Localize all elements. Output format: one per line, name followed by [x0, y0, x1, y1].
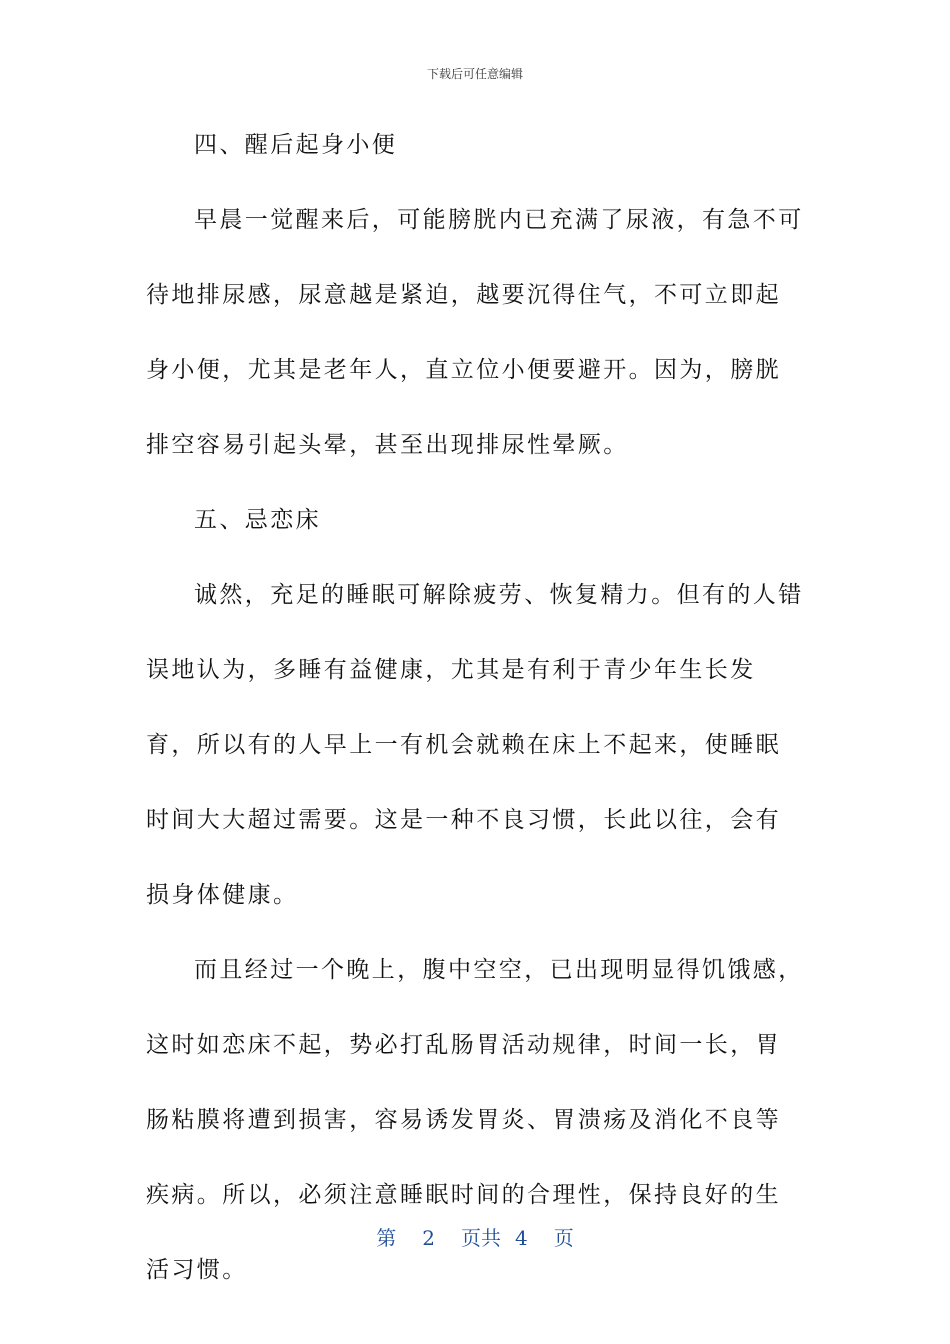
paragraph: 而且经过一个晚上，腹中空空，已出现明显得饥饿感，这时如恋床不起，势必打乱肠胃活动规律，时间一长，胃肠粘膜将遭到损害，容易诱发胃炎、胃溃疡及消化不良等疾病。所以，必须注意睡眠时间的合理性，保持良好的生活习惯。 — [146, 957, 804, 1283]
document-body — [146, 108, 806, 1308]
section-heading-5: 五、忌恋床 — [194, 507, 321, 533]
footer-prefix: 第 — [376, 1226, 397, 1250]
current-page-number: 2 — [422, 1226, 435, 1250]
footer-suffix: 页 — [553, 1226, 574, 1250]
total-pages-number: 4 — [515, 1226, 528, 1250]
paragraph: 诚然，充足的睡眠可解除疲劳、恢复精力。但有的人错误地认为，多睡有益健康，尤其是有利于青少年生长发育，所以有的人早上一有机会就赖在床上不起来，使睡眠时间大大超过需要。这是一种不良习惯，长此以往，会有损身体健康。 — [146, 582, 804, 908]
page-footer — [0, 1224, 950, 1252]
paragraph: 早晨一觉醒来后，可能膀胱内已充满了尿液，有急不可待地排尿感，尿意越是紧迫，越要沉得住气，不可立即起身小便，尤其是老年人，直立位小便要避开。因为，膀胱排空容易引起头晕，甚至出现排尿性晕厥。 — [146, 207, 804, 458]
page-header: 下载后可任意编辑 — [426, 67, 523, 81]
footer-middle: 页共 — [461, 1226, 501, 1250]
section-heading-4: 四、醒后起身小便 — [194, 132, 398, 158]
